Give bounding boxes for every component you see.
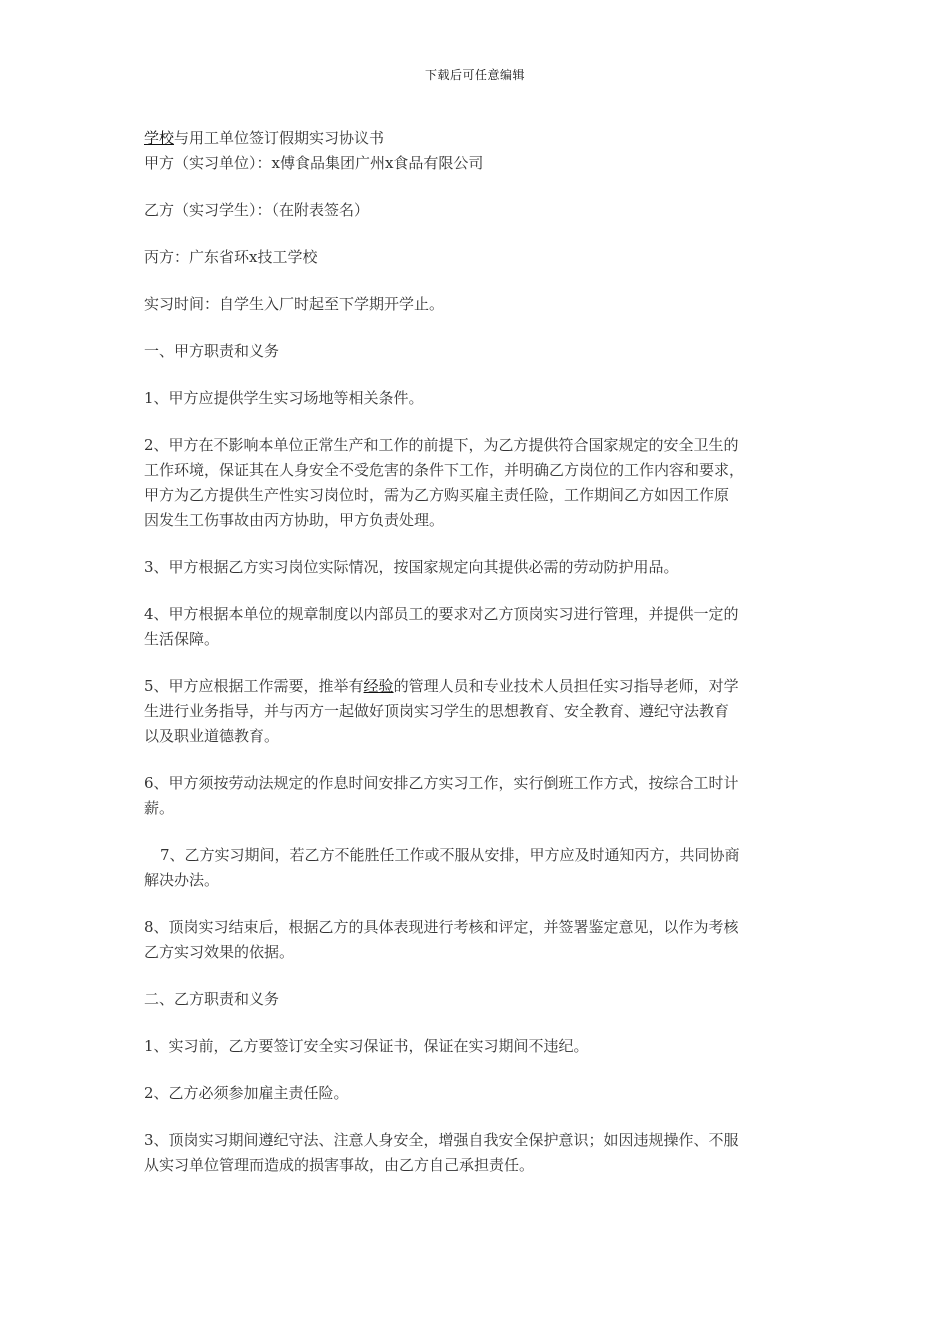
section-1-item-8 (144, 915, 809, 965)
paragraph-line: 3、顶岗实习期间遵纪守法、注意人身安全，增强自我安全保护意识；如因违规操作、不服 (144, 1131, 739, 1149)
paragraph-line: 从实习单位管理而造成的损害事故，由乙方自己承担责任。 (144, 1156, 535, 1174)
paragraph-line: 生进行业务指导，并与丙方一起做好顶岗实习学生的思想教育、安全教育、遵纪守法教育 (144, 702, 730, 720)
paragraph-line: 工作环境，保证其在人身安全不受危害的条件下工作，并明确乙方岗位的工作内容和要求， (144, 461, 745, 479)
paragraph-line: 薪。 (144, 799, 175, 817)
section-1-item-1: 1、甲方应提供学生实习场地等相关条件。 (144, 389, 424, 407)
page-header: 下载后可任意编辑 (424, 68, 525, 82)
party-c: 丙方：广东省环x技工学校 (144, 248, 318, 266)
paragraph-line: 甲方为乙方提供生产性实习岗位时，需为乙方购买雇主责任险，工作期间乙方如因工作原 (144, 486, 730, 504)
paragraph-line: 因发生工伤事故由丙方协助，甲方负责处理。 (144, 511, 445, 529)
section-2-item-2: 2、乙方必须参加雇主责任险。 (144, 1084, 349, 1102)
paragraph-text: 的管理人员和专业技术人员担任实习指导老师，对学 (393, 677, 739, 695)
title-link-school[interactable]: 学校 (144, 129, 175, 147)
section-1-item-7 (144, 843, 809, 893)
paragraph-line: 2、甲方在不影响本单位正常生产和工作的前提下，为乙方提供符合国家规定的安全卫生的 (144, 436, 739, 454)
paragraph-line (144, 674, 809, 699)
title-text: 与用工单位签订假期实习协议书 (174, 129, 385, 147)
section-1-item-5 (144, 674, 809, 749)
paragraph-line: 8、顶岗实习结束后，根据乙方的具体表现进行考核和评定，并签署鉴定意见，以作为考核 (144, 918, 739, 936)
section-1-item-2 (144, 433, 809, 533)
paragraph-line: 以及职业道德教育。 (144, 727, 280, 745)
party-b: 乙方（实习学生）：（在附表签名） (144, 201, 370, 219)
link-experience[interactable]: 经验 (363, 677, 394, 695)
paragraph-line: 7、乙方实习期间，若乙方不能胜任工作或不服从安排，甲方应及时通知丙方，共同协商 (160, 846, 740, 864)
party-a: 甲方（实习单位）：x傅食品集团广州x食品有限公司 (144, 154, 484, 172)
internship-period: 实习时间：自学生入厂时起至下学期开学止。 (144, 295, 445, 313)
paragraph-line: 解决办法。 (144, 871, 220, 889)
section-2-heading: 二、乙方职责和义务 (144, 990, 280, 1008)
section-2-item-3 (144, 1128, 809, 1178)
section-2-item-1: 1、实习前，乙方要签订安全实习保证书，保证在实习期间不违纪。 (144, 1037, 589, 1055)
section-1-heading: 一、甲方职责和义务 (144, 342, 280, 360)
paragraph-line: 6、甲方须按劳动法规定的作息时间安排乙方实习工作，实行倒班工作方式，按综合工时计 (144, 774, 739, 792)
section-1-item-4 (144, 602, 809, 652)
paragraph-line: 4、甲方根据本单位的规章制度以内部员工的要求对乙方顶岗实习进行管理，并提供一定的 (144, 605, 739, 623)
paragraph-text: 5、甲方应根据工作需要，推举有 (144, 677, 364, 695)
section-1-item-3: 3、甲方根据乙方实习岗位实际情况，按国家规定向其提供必需的劳动防护用品。 (144, 558, 679, 576)
paragraph-line: 生活保障。 (144, 630, 220, 648)
paragraph-line: 乙方实习效果的依据。 (144, 943, 295, 961)
document-body (144, 126, 809, 1178)
document-title (144, 126, 809, 151)
section-1-item-6 (144, 771, 809, 821)
